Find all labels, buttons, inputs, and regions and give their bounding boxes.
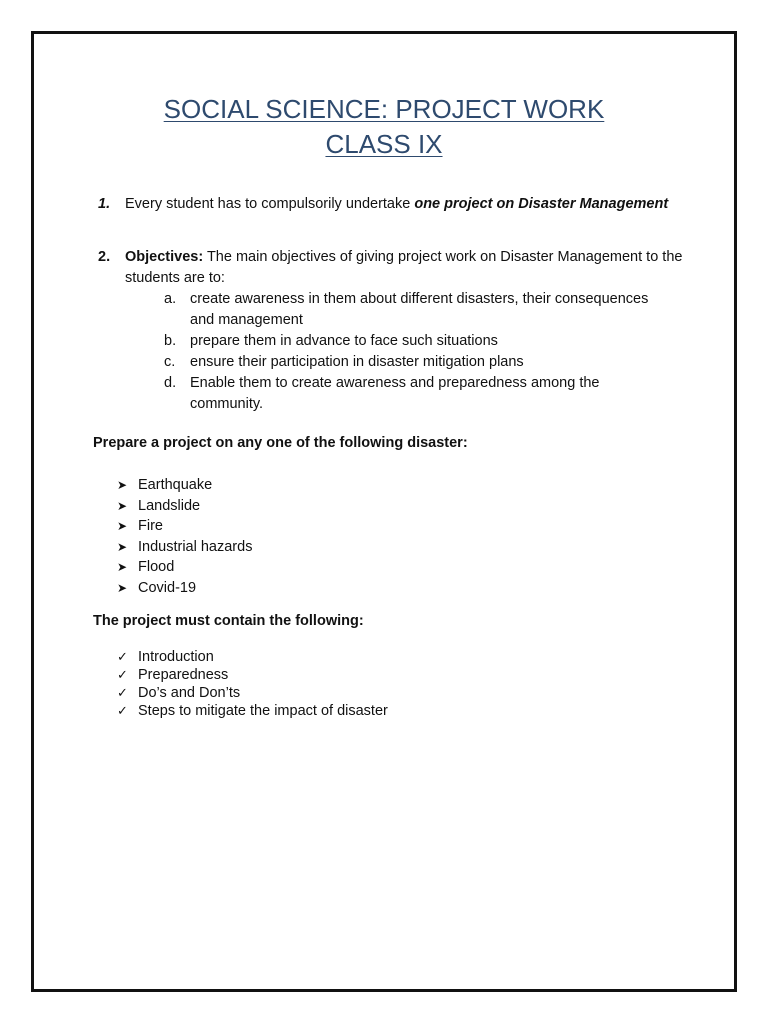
disaster-label: Earthquake bbox=[138, 477, 213, 493]
disaster-item bbox=[117, 475, 517, 496]
sublist-text: prepare them in advance to face such situations bbox=[190, 333, 498, 349]
contents-label: Steps to mitigate the impact of disaster bbox=[138, 703, 388, 719]
contents-item bbox=[117, 648, 517, 666]
checkmark-icon: ✓ bbox=[117, 649, 128, 664]
list-item-content bbox=[125, 247, 698, 289]
objectives-text: The main objectives of giving project work on Disaster Management to the students are to: bbox=[125, 249, 683, 286]
checkmark-icon: ✓ bbox=[117, 685, 128, 700]
contents-list bbox=[117, 648, 517, 720]
disaster-item bbox=[117, 557, 517, 578]
list-number: 2. bbox=[98, 249, 111, 265]
sublist-text: Enable them to create awareness and preparedness among the community. bbox=[190, 375, 600, 412]
disaster-item bbox=[117, 578, 517, 599]
contents-item bbox=[117, 666, 517, 684]
document-title: SOCIAL SCIENCE: PROJECT WORK bbox=[163, 94, 605, 124]
sublist-item bbox=[164, 352, 674, 373]
sublist-letter: c. bbox=[164, 354, 176, 370]
contents-label: Introduction bbox=[138, 649, 214, 665]
arrow-bullet-icon: ➤ bbox=[117, 498, 128, 513]
contents-heading: The project must contain the following: bbox=[93, 613, 364, 629]
sublist-item bbox=[164, 289, 674, 331]
contents-item bbox=[117, 702, 517, 720]
list-item-emphasis: one project on Disaster Management bbox=[414, 196, 669, 212]
sublist-text: ensure their participation in disaster mitigation plans bbox=[190, 354, 524, 370]
objectives-label: Objectives: bbox=[125, 249, 204, 265]
disaster-label: Fire bbox=[138, 518, 163, 535]
list-item-2 bbox=[98, 247, 698, 289]
contents-label: Do’s and Don’ts bbox=[138, 685, 241, 701]
contents-item bbox=[117, 684, 517, 702]
list-item-content bbox=[125, 194, 710, 215]
list-item-text: Every student has to compulsorily undertake bbox=[125, 196, 415, 212]
disaster-label: Landslide bbox=[138, 497, 201, 514]
disaster-item bbox=[117, 537, 517, 558]
list-item-1 bbox=[98, 194, 710, 215]
checkmark-icon: ✓ bbox=[117, 703, 128, 718]
list-number: 1. bbox=[98, 196, 111, 212]
arrow-bullet-icon: ➤ bbox=[117, 539, 128, 554]
sublist-item bbox=[164, 331, 674, 352]
document-subtitle: CLASS IX bbox=[325, 129, 443, 159]
arrow-bullet-icon: ➤ bbox=[117, 519, 128, 534]
contents-label: Preparedness bbox=[138, 667, 229, 683]
disaster-item bbox=[117, 516, 517, 537]
disasters-heading: Prepare a project on any one of the following disaster: bbox=[93, 435, 468, 451]
disaster-label: Industrial hazards bbox=[138, 538, 253, 555]
document-page bbox=[31, 31, 737, 992]
arrow-bullet-icon: ➤ bbox=[117, 478, 128, 492]
sublist-item bbox=[164, 373, 674, 415]
arrow-bullet-icon: ➤ bbox=[117, 580, 128, 595]
arrow-bullet-icon: ➤ bbox=[117, 560, 128, 575]
disaster-label: Flood bbox=[138, 559, 175, 576]
sublist-text: create awareness in them about different disasters, their consequences and management bbox=[190, 291, 649, 328]
checkmark-icon: ✓ bbox=[117, 667, 128, 682]
sublist-letter: b. bbox=[164, 333, 177, 349]
sublist-letter: d. bbox=[164, 375, 177, 391]
objectives-sublist bbox=[164, 289, 674, 415]
disaster-label: Covid-19 bbox=[138, 579, 197, 596]
disasters-list bbox=[117, 475, 517, 599]
disaster-item bbox=[117, 496, 517, 517]
sublist-letter: a. bbox=[164, 291, 177, 307]
